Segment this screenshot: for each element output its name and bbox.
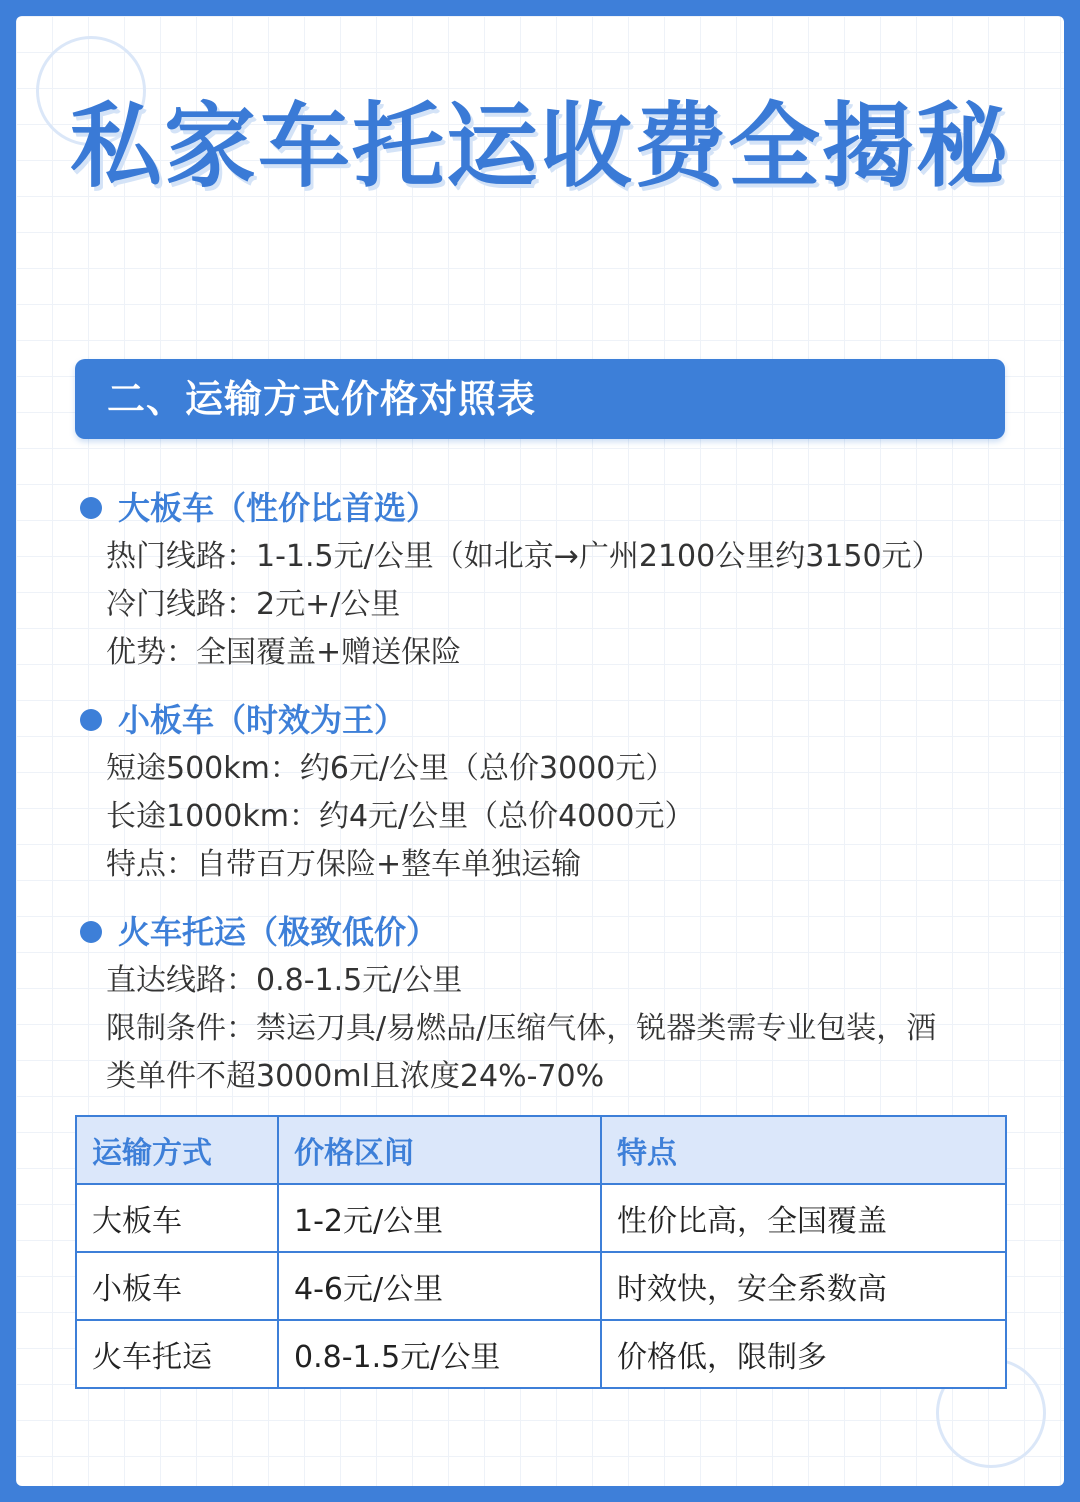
section-header [75, 359, 1005, 439]
bullet-icon [80, 709, 102, 731]
table-row [76, 1320, 1006, 1388]
block-heading-text: 小板车（时效为王） [118, 701, 407, 739]
info-line: 直达线路：0.8-1.5元/公里 [106, 963, 463, 998]
info-block-small-flatbed [80, 695, 1010, 889]
info-line: 限制条件：禁运刀具/易燃品/压缩气体，锐器类需专业包装，酒 [106, 1011, 937, 1046]
block-heading [80, 907, 1010, 957]
info-line: 类单件不超3000ml且浓度24%-70% [106, 1059, 605, 1094]
bullet-icon [80, 921, 102, 943]
table-row [76, 1252, 1006, 1320]
info-block-train [80, 907, 1010, 1101]
table-cell: 大板车 [76, 1184, 278, 1252]
table-cell: 1-2元/公里 [278, 1184, 601, 1252]
block-heading [80, 695, 1010, 745]
column-header: 价格区间 [278, 1116, 601, 1184]
info-line: 冷门线路：2元+/公里 [106, 587, 401, 622]
info-line: 优势：全国覆盖+赠送保险 [106, 635, 462, 670]
table-cell: 性价比高，全国覆盖 [601, 1184, 1006, 1252]
info-line: 长途1000km：约4元/公里（总价4000元） [106, 799, 695, 834]
table-cell: 时效快，安全系数高 [601, 1252, 1006, 1320]
block-heading-text: 大板车（性价比首选） [118, 489, 439, 527]
price-comparison-table [75, 1115, 1007, 1389]
block-heading-text: 火车托运（极致低价） [118, 913, 439, 951]
table-header-row [76, 1116, 1006, 1184]
block-heading [80, 483, 1010, 533]
poster-card [16, 16, 1064, 1486]
page-title: 私家车托运收费全揭秘 [69, 93, 1010, 200]
column-header: 运输方式 [76, 1116, 278, 1184]
table-row [76, 1184, 1006, 1252]
bullet-icon [80, 497, 102, 519]
table-cell: 小板车 [76, 1252, 278, 1320]
info-line: 短途500km：约6元/公里（总价3000元） [106, 751, 676, 786]
info-line: 热门线路：1-1.5元/公里（如北京→广州2100公里约3150元） [106, 539, 942, 574]
info-block-flatbed [80, 483, 1010, 677]
column-header: 特点 [601, 1116, 1006, 1184]
table-cell: 4-6元/公里 [278, 1252, 601, 1320]
table-cell: 价格低，限制多 [601, 1320, 1006, 1388]
table-cell: 火车托运 [76, 1320, 278, 1388]
info-line: 特点：自带百万保险+整车单独运输 [106, 847, 582, 882]
section-title: 二、运输方式价格对照表 [107, 377, 537, 421]
table-cell: 0.8-1.5元/公里 [278, 1320, 601, 1388]
